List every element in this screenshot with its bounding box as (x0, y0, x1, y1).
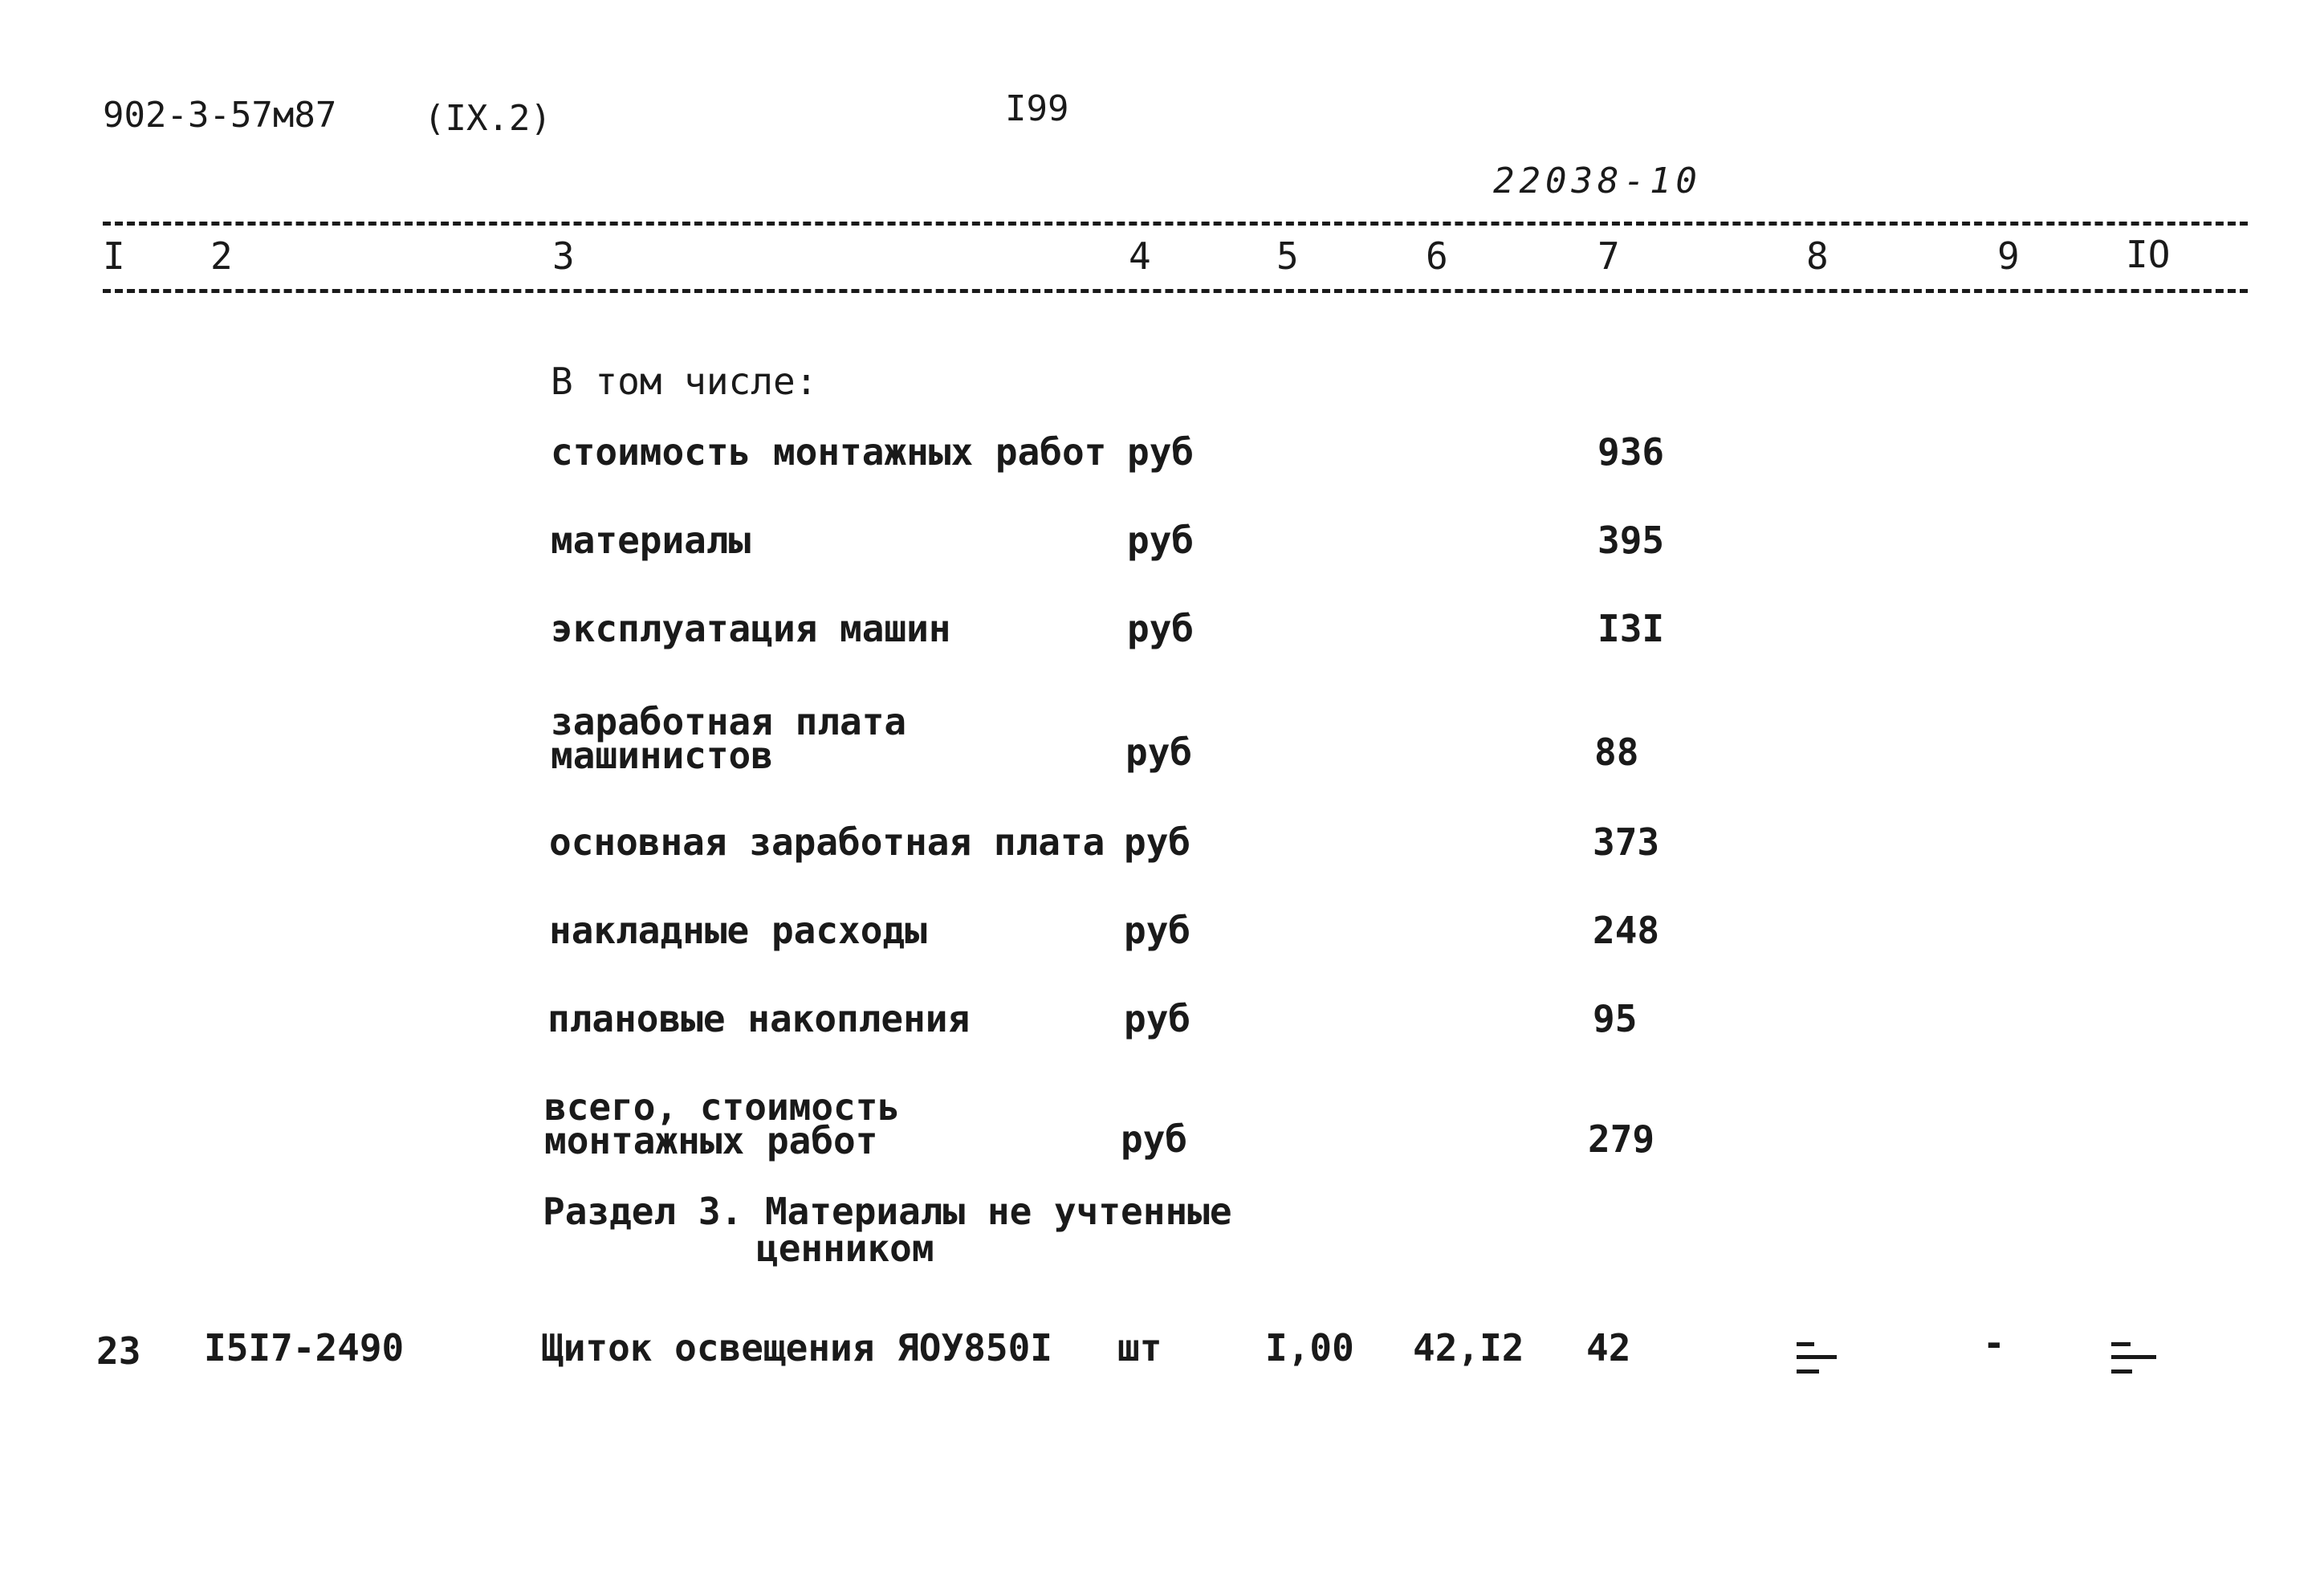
column-number: IO (2126, 233, 2171, 276)
cost-unit: руб (1125, 731, 1193, 774)
column-number: 5 (1276, 234, 1299, 278)
sheet-code: 22038-10 (1493, 161, 1702, 201)
cost-name: плановые накопления (547, 997, 971, 1040)
cost-name: основная заработная плата (549, 820, 1105, 864)
cost-name-line: машинистов (551, 734, 773, 777)
cost-name: материалы (551, 519, 751, 562)
mark-stroke (2111, 1355, 2156, 1359)
mark-stroke (1797, 1369, 1819, 1374)
cost-unit: руб (1124, 820, 1191, 864)
item-number: 23 (96, 1329, 141, 1373)
mark-stroke (1797, 1355, 1837, 1359)
cost-unit: руб (1124, 997, 1191, 1040)
section-reference: (IX.2) (424, 98, 551, 139)
cost-value: 395 (1597, 519, 1665, 562)
column-number: 6 (1426, 234, 1448, 278)
header-bottom-rule (103, 289, 2248, 293)
column-number: 7 (1597, 234, 1620, 278)
cost-name: эксплуатация машин (551, 607, 951, 650)
cost-name-line: всего, стоимость (544, 1085, 901, 1129)
item-quantity: I,00 (1265, 1326, 1354, 1369)
column-number: 4 (1129, 234, 1151, 278)
cost-unit: руб (1127, 607, 1195, 650)
cost-value: 936 (1597, 430, 1665, 474)
column-9-mark: - (1983, 1321, 2005, 1365)
item-unit: шт (1117, 1326, 1162, 1369)
cost-value: 88 (1594, 731, 1639, 774)
document-code: 902-3-57м87 (103, 95, 337, 136)
cost-value: 373 (1593, 820, 1660, 864)
page-number: I99 (1005, 88, 1069, 129)
column-number: 9 (1997, 234, 2020, 278)
section-heading-line: ценником (756, 1227, 934, 1270)
including-label: В том числе: (551, 360, 818, 403)
cost-name-line: монтажных работ (544, 1119, 878, 1162)
column-number: 3 (552, 234, 575, 278)
header-top-rule (103, 222, 2248, 226)
cost-name: накладные расходы (549, 909, 927, 952)
cost-unit: руб (1127, 430, 1195, 474)
mark-stroke (2111, 1342, 2131, 1346)
column-number: 8 (1806, 234, 1829, 278)
column-number: 2 (210, 234, 233, 278)
cost-value: 279 (1588, 1117, 1655, 1161)
cost-value: 248 (1593, 909, 1660, 952)
cost-unit: руб (1124, 909, 1191, 952)
column-number: I (103, 234, 125, 278)
item-total: 42 (1586, 1326, 1631, 1369)
item-code: I5I7-2490 (204, 1326, 405, 1369)
item-price: 42,I2 (1413, 1326, 1524, 1369)
item-name: Щиток освещения ЯОУ850I (541, 1326, 1052, 1369)
cost-name: стоимость монтажных работ (551, 430, 1107, 474)
cost-value: I3I (1597, 607, 1665, 650)
cost-unit: руб (1127, 519, 1195, 562)
cost-value: 95 (1593, 997, 1638, 1040)
cost-unit: руб (1121, 1117, 1188, 1161)
cost-name-line: заработная плата (551, 700, 907, 743)
section-heading-line: Раздел 3. Материалы не учтенные (543, 1190, 1232, 1233)
mark-stroke (2111, 1369, 2132, 1374)
mark-stroke (1797, 1342, 1814, 1346)
